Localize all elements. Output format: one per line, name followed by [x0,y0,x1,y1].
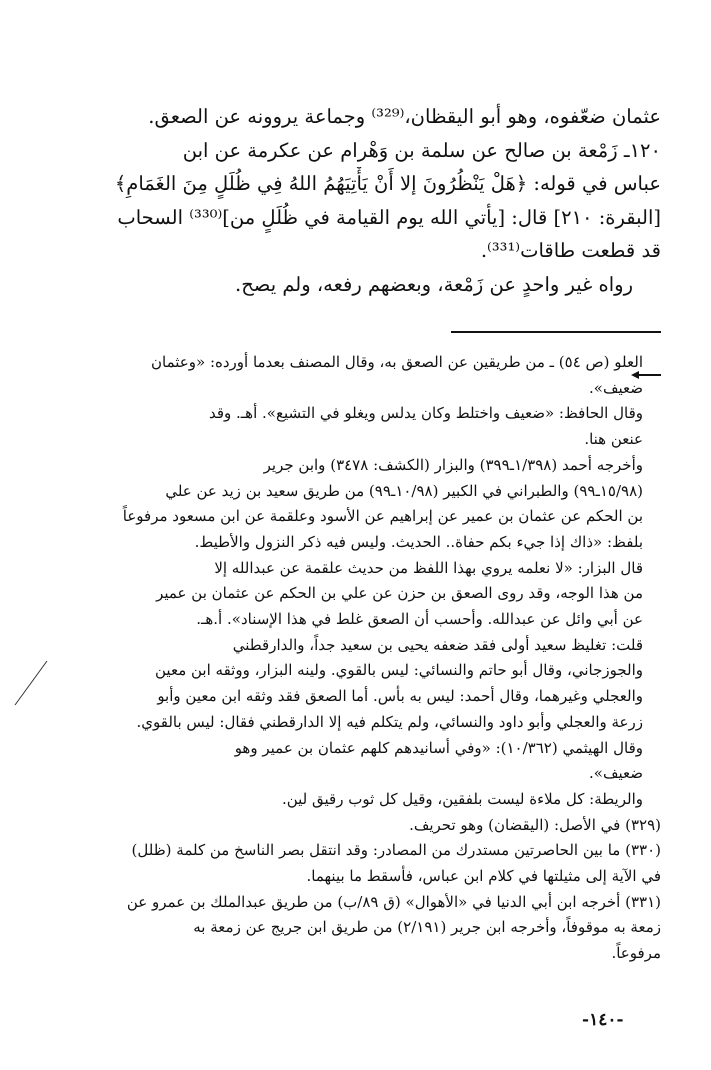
footnote-line: والعجلي وغيرهما، وقال أحمد: ليس به بأس. أما الصعق فقد وثقه ابن معين وأبو [157,687,643,706]
main-text-line: عباس في قوله: ﴿هَلْ يَنْظُرُونَ إلا أَنْ يَأْتِيَهُمُ اللهُ فِي ظُلَلٍ مِنَ الغَمَامِ﴾ [114,172,661,195]
footnote-line: بن الحكم عن عثمان بن عمير عن إبراهيم عن الأسود وعلقمة عن ابن مسعود مرفوعاً [122,507,643,526]
footnote-line: العلو (ص ٥٤) ـ من طريقين عن الصعق به، وقال المصنف بعدما أورده: «وعثمان [151,353,643,371]
footnote-line: (١٥/٩٨ـ٩٩) والطبراني في الكبير (١٠/٩٨ـ٩٩) من طريق سعيد بن زيد عن علي [165,481,643,500]
footnote-line: ضعيف». [589,764,643,783]
footnote-line: وقال الهيثمي (١٠/٣٦٢): «وفي أسانيدهم كلهم عثمان بن عمير وهو [234,738,643,757]
main-text [46,100,661,301]
footnote-line: قال البزار: «لا نعلمه يروي بهذا اللفظ من حديث علقمة عن عبدالله إلا [214,558,643,577]
footnote-line: زمعة به موقوفاً، وأخرجه ابن جرير (٢/١٩١) من طريق ابن جريج عن زمعة به [193,918,661,937]
main-text-line: ١٢٠ـ زَمْعة بن صالح عن سلمة بن وَهْرام عن عكرمة عن ابن [182,138,661,162]
margin-mark [14,660,48,706]
footnote-line: عن أبي وائل عن عبدالله. وأحسب أن الصعق غلط في هذا الإسناد». أ.هـ. [196,610,643,629]
page-number: -١٤٠- [582,1010,624,1030]
footnote-line: قلت: تغليظ سعيد أولى فقد ضعفه يحيى بن سعيد جداً، والدارقطني [232,635,643,654]
footnote-line: بلفظ: «ذاك إذا جيء بكم حفاة.. الحديث. وليس فيه ذكر النزول والأطيط. [194,532,643,551]
footnote-line: وأخرجه أحمد (١/٣٩٨ـ٣٩٩) والبزار (الكشف: ٣٤٧٨) وابن جرير [263,455,643,474]
footnotes [46,350,661,967]
footnote-line: وقال الحافظ: «ضعيف واختلط وكان يدلس ويغلو في التشيع». أهـ. وقد [208,404,643,423]
footnote-line: والريطة: كل ملاءة ليست بلفقين، وقيل كل ثوب رقيق لين. [281,789,643,808]
main-text-line: [البقرة: ٢١٠] قال: [يأتي الله يوم القيامة في ظُلَلٍ من]⁽³³⁰⁾ السحاب [117,205,661,229]
footnote-line: عنعن هنا. [584,430,643,449]
footnote-line: (٣٣٠) ما بين الحاصرتين مستدرك من المصادر: وقد انتقل بصر الناسخ من كلمة (ظلل) [131,841,661,860]
footnote-line: ضعيف». [589,378,643,397]
footnote-line: من هذا الوجه، وقد روى الصعق بن حزن عن علي بن الحكم عن عثمان بن عمير [156,584,643,603]
main-text-line: عثمان ضعّفوه، وهو أبو اليقظان،⁽³²⁹⁾ وجماعة يروونه عن الصعق. [148,105,661,128]
footnote-line: زرعة والعجلي وأبو داود والنسائي، ولم يتكلم فيه إلا الدارقطني فقال: ليس بالقوي. [136,712,643,731]
footnote-line: مرفوعاً. [611,944,661,963]
footnote-line: والجوزجاني، وقال أبو حاتم والنسائي: ليس بالقوي. ولينه البزار، ووثقه ابن معين [155,661,643,680]
main-text-line: رواه غير واحدٍ عن زَمْعة، وبعضهم رفعه، ولم يصح. [235,272,633,296]
footnote-line: (٣٣١) أخرجه ابن أبي الدنيا في «الأهوال» (ق ٨٩/ب) من طريق عبدالملك بن عمرو عن [126,892,661,911]
footnote-separator [451,331,661,333]
footnote-line: (٣٢٩) في الأصل: (اليقضان) وهو تحريف. [409,815,661,834]
main-text-line: قد قطعت طاقات⁽³³¹⁾. [480,239,661,262]
footnote-line: في الآية إلى مثيلتها في كلام ابن عباس، فأسقط ما بينهما. [306,867,661,886]
